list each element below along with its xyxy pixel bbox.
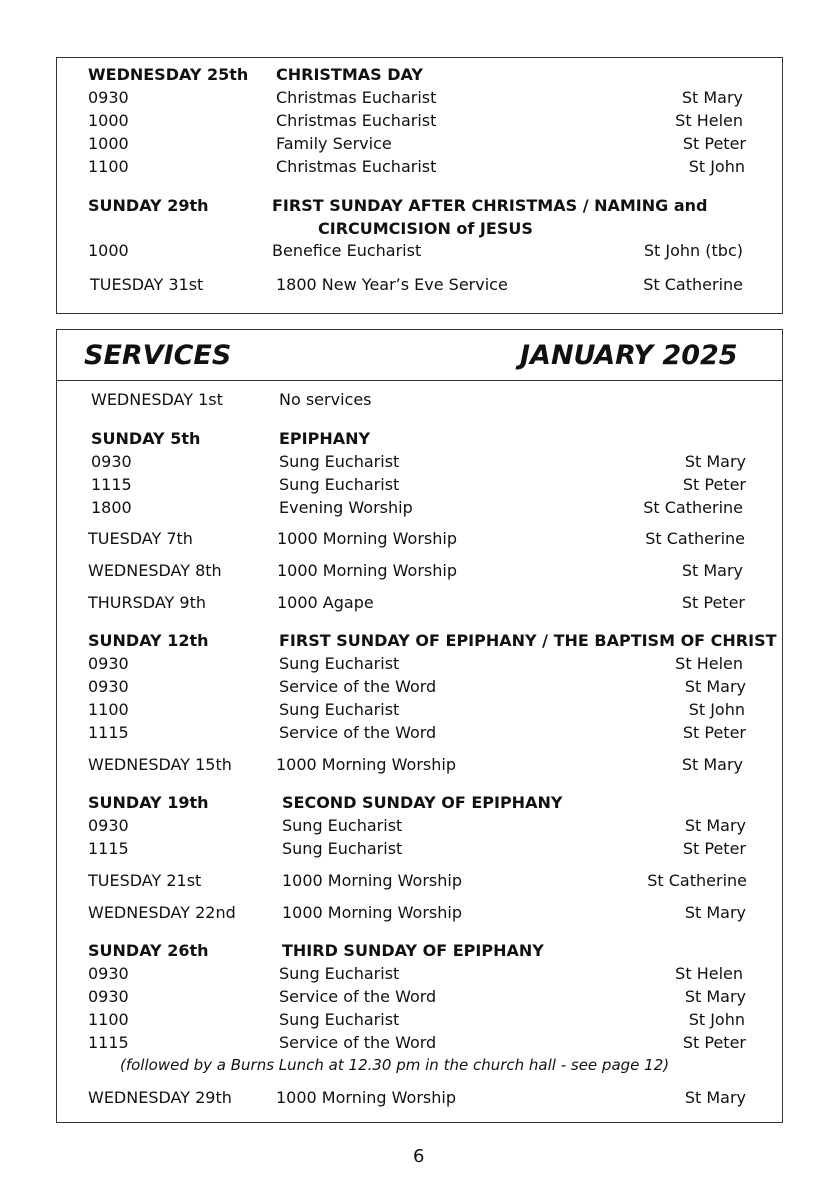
december-day-7: 1000	[88, 241, 129, 260]
january-church-15: St Mary	[684, 816, 746, 835]
page-number: 6	[413, 1146, 425, 1167]
january-day-21: 0930	[88, 987, 129, 1006]
burns-lunch-note: (followed by a Burns Lunch at 12.30 pm in the church hall - see page 12)	[120, 1056, 670, 1074]
december-church-3: St Peter	[682, 134, 746, 153]
january-church-16: St Peter	[682, 839, 746, 858]
december-service-0: CHRISTMAS DAY	[276, 65, 423, 84]
january-service-15: Sung Eucharist	[282, 816, 403, 835]
january-day-20: 0930	[88, 964, 129, 983]
january-service-19: THIRD SUNDAY OF EPIPHANY	[282, 941, 544, 960]
january-church-9: St Helen	[675, 654, 743, 673]
december-day-1: 0930	[88, 88, 129, 107]
january-services-box	[56, 380, 783, 1123]
month-title: JANUARY 2025	[520, 340, 738, 371]
december-service-8: 1800 New Year’s Eve Service	[276, 275, 508, 294]
january-service-23: Service of the Word	[279, 1033, 437, 1052]
january-day-23: 1115	[88, 1033, 129, 1052]
december-service-5: FIRST SUNDAY AFTER CHRISTMAS / NAMING and	[272, 196, 708, 215]
january-day-4: 1800	[91, 498, 132, 517]
january-service-1: EPIPHANY	[279, 429, 371, 448]
january-day-6: WEDNESDAY 8th	[88, 561, 222, 580]
january-church-7: St Peter	[681, 593, 745, 612]
january-day-10: 0930	[88, 677, 129, 696]
january-church-10: St Mary	[684, 677, 746, 696]
january-day-8: SUNDAY 12th	[88, 631, 209, 650]
january-church-18: St Mary	[684, 903, 746, 922]
january-day-11: 1100	[88, 700, 129, 719]
january-service-4: Evening Worship	[279, 498, 413, 517]
january-church-4: St Catherine	[643, 498, 743, 517]
january-church-13: St Mary	[681, 755, 743, 774]
january-service-11: Sung Eucharist	[279, 700, 400, 719]
december-day-0: WEDNESDAY 25th	[88, 65, 249, 84]
january-church-20: St Helen	[675, 964, 743, 983]
january-day-18: WEDNESDAY 22nd	[88, 903, 236, 922]
december-day-8: TUESDAY 31st	[90, 275, 204, 294]
january-day-24: WEDNESDAY 29th	[88, 1088, 232, 1107]
january-church-6: St Mary	[681, 561, 743, 580]
services-title: SERVICES	[84, 340, 232, 371]
january-service-3: Sung Eucharist	[279, 475, 400, 494]
january-service-24: 1000 Morning Worship	[276, 1088, 456, 1107]
january-service-17: 1000 Morning Worship	[282, 871, 462, 890]
january-day-5: TUESDAY 7th	[88, 529, 193, 548]
january-church-21: St Mary	[684, 987, 746, 1006]
january-day-22: 1100	[88, 1010, 129, 1029]
january-day-13: WEDNESDAY 15th	[88, 755, 232, 774]
january-church-11: St John	[688, 700, 745, 719]
january-day-19: SUNDAY 26th	[88, 941, 209, 960]
december-service-1: Christmas Eucharist	[276, 88, 437, 107]
january-service-18: 1000 Morning Worship	[282, 903, 462, 922]
january-service-0: No services	[279, 390, 372, 409]
december-church-7: St John (tbc)	[643, 241, 743, 260]
january-day-9: 0930	[88, 654, 129, 673]
january-day-7: THURSDAY 9th	[88, 593, 206, 612]
january-service-13: 1000 Morning Worship	[276, 755, 456, 774]
december-day-4: 1100	[88, 157, 129, 176]
january-service-20: Sung Eucharist	[279, 964, 400, 983]
january-service-21: Service of the Word	[279, 987, 437, 1006]
january-day-12: 1115	[88, 723, 129, 742]
december-church-2: St Helen	[675, 111, 743, 130]
january-service-7: 1000 Agape	[277, 593, 374, 612]
january-day-3: 1115	[91, 475, 132, 494]
december-church-4: St John	[688, 157, 745, 176]
january-church-5: St Catherine	[645, 529, 745, 548]
january-service-8: FIRST SUNDAY OF EPIPHANY / THE BAPTISM OF CHRIST	[279, 631, 777, 650]
december-day-3: 1000	[88, 134, 129, 153]
january-service-22: Sung Eucharist	[279, 1010, 400, 1029]
january-day-2: 0930	[91, 452, 132, 471]
december-day-5: SUNDAY 29th	[88, 196, 209, 215]
december-church-1: St Mary	[681, 88, 743, 107]
december-service-3: Family Service	[276, 134, 392, 153]
december-service-6: CIRCUMCISION of JESUS	[318, 219, 533, 238]
december-church-8: St Catherine	[643, 275, 743, 294]
january-day-17: TUESDAY 21st	[88, 871, 202, 890]
january-church-2: St Mary	[684, 452, 746, 471]
january-service-12: Service of the Word	[279, 723, 437, 742]
december-service-2: Christmas Eucharist	[276, 111, 437, 130]
january-church-3: St Peter	[682, 475, 746, 494]
january-church-12: St Peter	[682, 723, 746, 742]
january-day-0: WEDNESDAY 1st	[91, 390, 223, 409]
december-service-7: Benefice Eucharist	[272, 241, 422, 260]
january-day-1: SUNDAY 5th	[91, 429, 201, 448]
january-service-6: 1000 Morning Worship	[277, 561, 457, 580]
december-day-2: 1000	[88, 111, 129, 130]
january-church-24: St Mary	[684, 1088, 746, 1107]
january-day-16: 1115	[88, 839, 129, 858]
january-church-22: St John	[688, 1010, 745, 1029]
january-service-5: 1000 Morning Worship	[277, 529, 457, 548]
january-service-16: Sung Eucharist	[282, 839, 403, 858]
january-service-14: SECOND SUNDAY OF EPIPHANY	[282, 793, 563, 812]
january-service-10: Service of the Word	[279, 677, 437, 696]
january-day-15: 0930	[88, 816, 129, 835]
january-church-17: St Catherine	[647, 871, 747, 890]
january-day-14: SUNDAY 19th	[88, 793, 209, 812]
january-service-2: Sung Eucharist	[279, 452, 400, 471]
january-service-9: Sung Eucharist	[279, 654, 400, 673]
january-church-23: St Peter	[682, 1033, 746, 1052]
december-service-4: Christmas Eucharist	[276, 157, 437, 176]
